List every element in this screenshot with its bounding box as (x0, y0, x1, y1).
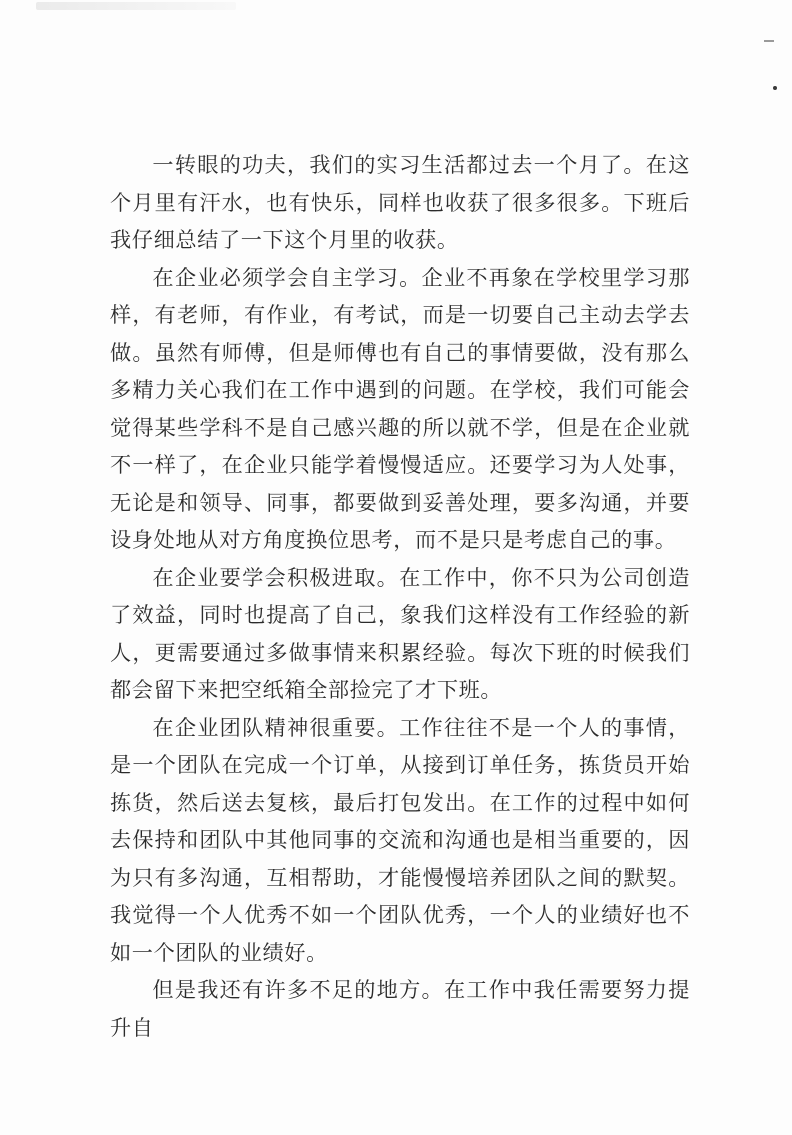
document-body (110, 146, 690, 1046)
scan-header-smudge (36, 2, 236, 10)
scan-margin-mark (764, 40, 774, 42)
paragraph-self-learning: 在企业必须学会自主学习。企业不再象在学校里学习那样，有老师，有作业，有考试，而是一切要自己主动去学去做。虽然有师傅，但是师傅也有自己的事情要做，没有那么多精力关心我们在工作中遇到的问题。在学校，我们可能会觉得某些学科不是自己感兴趣的所以就不学，但是在企业就不一样了，在企业只能学着慢慢适应。还要学习为人处事，无论是和领导、同事，都要做到妥善处理，要多沟通，并要设身处地从对方角度换位思考，而不是只是考虑自己的事。 (110, 264, 690, 552)
paragraph-initiative: 在企业要学会积极进取。在工作中，你不只为公司创造了效益，同时也提高了自己，象我们这样没有工作经验的新人，更需要通过多做事情来积累经验。每次下班的时候我们都会留下来把空纸箱全部捡完了才下班。 (110, 564, 690, 702)
paragraph-intro: 一转眼的功夫，我们的实习生活都过去一个月了。在这个月里有汗水，也有快乐，同样也收获了很多很多。下班后我仔细总结了一下这个月里的收获。 (110, 152, 690, 252)
paragraph-teamwork: 在企业团队精神很重要。工作往往不是一个人的事情，是一个团队在完成一个订单，从接到订单任务，拣货员开始拣货，然后送去复核，最后打包发出。在工作的过程中如何去保持和团队中其他同事的交流和沟通也是相当重要的，因为只有多沟通，互相帮助，才能慢慢培养团队之间的默契。我觉得一个人优秀不如一个团队优秀，一个人的业绩好也不如一个团队的业绩好。 (110, 714, 690, 965)
scan-dot-mark (773, 86, 777, 90)
paragraph-shortcomings: 但是我还有许多不足的地方。在工作中我任需要努力提升自 (110, 977, 690, 1040)
